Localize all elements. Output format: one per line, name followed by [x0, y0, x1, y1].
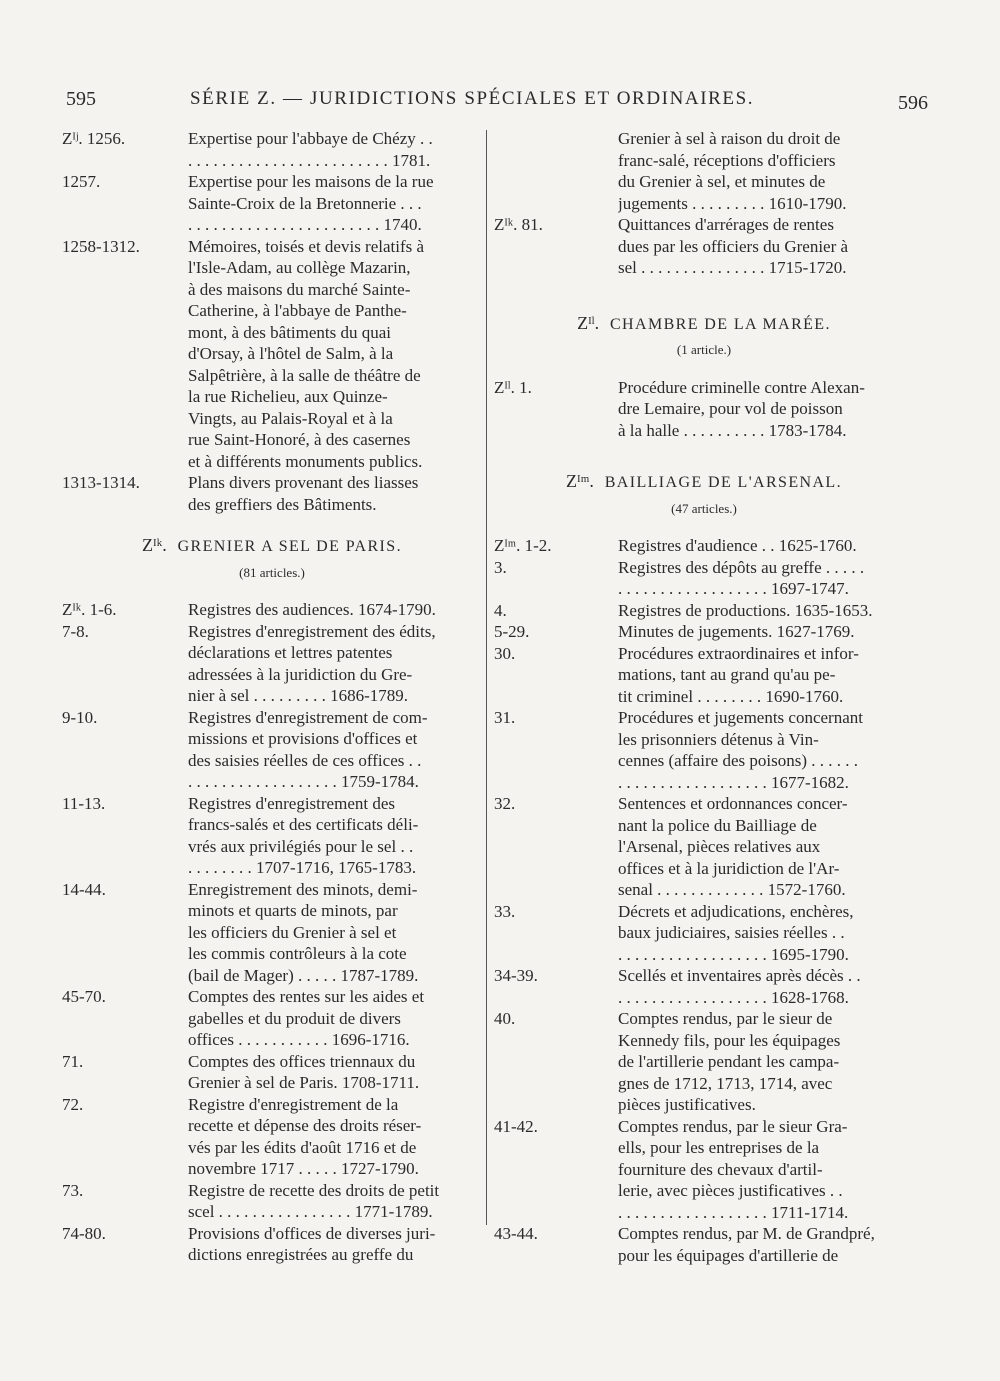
entry-line: Catherine, à l'abbaye de Panthe-: [188, 301, 407, 320]
entry-line: senal . . . . . . . . . . . . . 1572-1760.: [618, 880, 846, 899]
entry-line: . . . . . . . . . . . . . . . . . . 1711-1714.: [618, 1202, 849, 1222]
entry-line: mont, à des bâtiments du quai: [188, 322, 392, 342]
entry-line: . . . . . . . . . . . . . . . . . . 1697-1747.: [618, 579, 849, 598]
entry-line: Registres d'enregistrement de com-: [188, 707, 428, 727]
entry-number: 4.: [494, 600, 507, 620]
entry-line: Procédures extraordinaires et infor-: [618, 643, 859, 663]
section-title: GRENIER A SEL DE PARIS.: [177, 538, 402, 555]
entry-line: dictions enregistrées au greffe du: [188, 1245, 414, 1264]
archive-entry: [494, 128, 914, 214]
entry-line: Registre d'enregistrement de la: [188, 1094, 399, 1114]
archive-entry: [494, 965, 914, 1008]
entry-line: gnes de 1712, 1713, 1714, avec: [618, 1073, 833, 1093]
section-code: Zᴵᵏ.: [142, 535, 167, 555]
entry-line: vés par les édits d'août 1716 et de: [188, 1137, 417, 1157]
entry-line: la rue Richelieu, aux Quinze-: [188, 387, 388, 406]
entries-left-a: [62, 128, 482, 515]
entry-number: Zᴵᵏ. 1-6.: [62, 600, 117, 619]
entry-line: Registre de recette des droits de petit: [188, 1180, 440, 1200]
entry-line: du Grenier à sel, et minutes de: [618, 172, 826, 191]
entry-number: 3.: [494, 557, 507, 577]
entry-line: . . . . . . . . . . . . . . . . . . . . . . . . 1781.: [188, 150, 431, 170]
entry-number: 74-80.: [62, 1223, 106, 1243]
archive-entry: [62, 707, 482, 793]
archive-entry: [62, 171, 482, 236]
archive-entry: [62, 472, 482, 515]
entry-line: . . . . . . . . 1707-1716, 1765-1783.: [188, 858, 417, 877]
entry-line: Registres des audiences. 1674-1790.: [188, 600, 436, 619]
entry-line: scel . . . . . . . . . . . . . . . . 1771-1789.: [188, 1202, 433, 1221]
entry-line: Kennedy fils, pour les équipages: [618, 1030, 841, 1050]
archive-entry: [494, 707, 914, 793]
entries-right-c: [494, 535, 914, 1266]
entry-line: Procédures et jugements concernant: [618, 708, 863, 727]
entry-line: . . . . . . . . . . . . . . . . . . 1677-1682.: [618, 772, 849, 792]
entry-line: l'Arsenal, pièces relatives aux: [618, 837, 821, 856]
entry-number: 73.: [62, 1180, 84, 1200]
archive-entry: [62, 236, 482, 473]
entry-line: (bail de Mager) . . . . . 1787-1789.: [188, 965, 419, 985]
entry-line: . . . . . . . . . . . . . . . . . . . . . . . 1740.: [188, 215, 422, 234]
entry-number: 31.: [494, 708, 516, 727]
archive-entry: [494, 214, 914, 279]
archive-entry: [494, 793, 914, 901]
entry-line: ells, pour les entreprises de la: [618, 1138, 820, 1157]
archive-entry: [62, 1223, 482, 1266]
archive-entry: [494, 1223, 914, 1266]
entry-line: les officiers du Grenier à sel et: [188, 922, 397, 942]
entry-number: 30.: [494, 643, 516, 663]
page-number-right: 596: [898, 92, 928, 114]
page-header: [66, 86, 934, 116]
entry-line: Provisions d'offices de diverses juri-: [188, 1223, 436, 1243]
entry-number: 40.: [494, 1009, 516, 1028]
archive-entry: [62, 599, 482, 621]
entry-line: gabelles et du produit de divers: [188, 1008, 401, 1028]
entry-number: 72.: [62, 1094, 84, 1114]
archive-entry: [494, 621, 914, 643]
archive-entry: [62, 793, 482, 879]
entry-line: recette et dépense des droits réser-: [188, 1116, 422, 1135]
entry-line: mations, tant au grand qu'au pe-: [618, 665, 836, 684]
entry-line: pour les équipages d'artillerie de: [618, 1245, 839, 1265]
entry-line: Scellés et inventaires après décès . .: [618, 966, 861, 985]
archive-entry: [494, 901, 914, 966]
archive-entry: [494, 1116, 914, 1224]
entry-line: Grenier à sel à raison du droit de: [618, 129, 841, 148]
entry-line: novembre 1717 . . . . . 1727-1790.: [188, 1159, 419, 1178]
entry-number: Zᴵᵐ. 1-2.: [494, 536, 552, 555]
entry-line: Sainte-Croix de la Bretonnerie . . .: [188, 193, 422, 213]
entry-line: . . . . . . . . . . . . . . . . . . 1759-1784.: [188, 772, 419, 791]
entry-line: missions et provisions d'offices et: [188, 729, 418, 748]
entry-number: 7-8.: [62, 621, 89, 641]
entry-line: Expertise pour l'abbaye de Chézy . .: [188, 129, 433, 148]
entry-line: . . . . . . . . . . . . . . . . . . 1628-1768.: [618, 987, 849, 1007]
running-title: SÉRIE Z. — JURIDICTIONS SPÉCIALES ET ORDINAIRES.: [190, 88, 755, 109]
entry-line: sel . . . . . . . . . . . . . . . 1715-1720.: [618, 258, 847, 277]
column-divider: [486, 130, 487, 1225]
entry-line: Registres d'enregistrement des édits,: [188, 621, 436, 641]
entry-line: cennes (affaire des poisons) . . . . . .: [618, 751, 858, 770]
entry-line: des greffiers des Bâtiments.: [188, 494, 377, 514]
entry-line: nier à sel . . . . . . . . . 1686-1789.: [188, 686, 409, 705]
entry-line: Décrets et adjudications, enchères,: [618, 901, 854, 921]
archive-entry: [494, 600, 914, 622]
entry-line: Sentences et ordonnances concer-: [618, 794, 848, 813]
entry-number: 33.: [494, 901, 516, 921]
entry-line: minots et quarts de minots, par: [188, 901, 398, 920]
entry-number: 34-39.: [494, 966, 538, 985]
entry-line: Registres d'enregistrement des: [188, 793, 396, 813]
section-title: CHAMBRE DE LA MARÉE.: [609, 315, 831, 333]
entry-line: francs-salés et des certificats déli-: [188, 815, 419, 834]
page-number-left: 595: [66, 88, 96, 110]
entry-line: de l'artillerie pendant les campa-: [618, 1052, 840, 1071]
entry-line: Minutes de jugements. 1627-1769.: [618, 622, 855, 641]
archive-entry: [62, 128, 482, 171]
entry-line: franc-salé, réceptions d'officiers: [618, 150, 836, 170]
right-column: [494, 128, 914, 1266]
entry-line: et à différents monuments publics.: [188, 451, 423, 471]
entry-line: Comptes rendus, par le sieur de: [618, 1009, 833, 1028]
archive-entry: [494, 377, 914, 442]
entry-line: déclarations et lettres patentes: [188, 643, 393, 662]
left-column: [62, 128, 482, 1266]
entry-line: vrés aux privilégiés pour le sel . .: [188, 836, 414, 856]
archive-entry: [62, 1051, 482, 1094]
entry-line: Registres de productions. 1635-1653.: [618, 600, 873, 620]
archive-entry: [62, 879, 482, 987]
archive-entry: [62, 1094, 482, 1180]
entry-line: fourniture des chevaux d'artil-: [618, 1159, 823, 1179]
entry-line: Expertise pour les maisons de la rue: [188, 172, 434, 191]
section-heading-grenier: [62, 535, 482, 583]
entry-line: les prisonniers détenus à Vin-: [618, 729, 819, 749]
entry-line: Plans divers provenant des liasses: [188, 473, 419, 492]
entries-left-b: [62, 599, 482, 1266]
entry-number: Zᴵˡ. 1.: [494, 377, 532, 397]
entry-number: 43-44.: [494, 1224, 538, 1243]
entry-number: Zᴵʲ. 1256.: [62, 129, 126, 148]
entry-line: les commis contrôleurs à la cote: [188, 944, 407, 963]
archive-entry: [494, 535, 914, 557]
archive-entry: [494, 557, 914, 600]
entry-line: jugements . . . . . . . . . 1610-1790.: [618, 193, 847, 213]
entry-line: Comptes des rentes sur les aides et: [188, 987, 425, 1006]
entry-number: 9-10.: [62, 707, 98, 727]
entry-line: Comptes rendus, par M. de Grandpré,: [618, 1224, 875, 1243]
entry-number: 1258-1312.: [62, 236, 140, 256]
entry-line: Grenier à sel de Paris. 1708-1711.: [188, 1073, 420, 1092]
entry-line: à la halle . . . . . . . . . . 1783-1784.: [618, 420, 847, 440]
entry-line: des saisies réelles de ces offices . .: [188, 750, 422, 770]
entry-number: Zᴵᵏ. 81.: [494, 215, 543, 234]
archive-entry: [62, 1180, 482, 1223]
entry-line: pièces justificatives.: [618, 1095, 756, 1114]
entry-number: 41-42.: [494, 1116, 538, 1136]
entry-line: Registres d'audience . . 1625-1760.: [618, 536, 857, 555]
section-title: BAILLIAGE DE L'ARSENAL.: [604, 474, 842, 491]
entry-line: d'Orsay, à l'hôtel de Salm, à la: [188, 344, 394, 363]
entry-line: Enregistrement des minots, demi-: [188, 879, 418, 899]
entries-right-a: [494, 128, 914, 279]
section-count: (47 articles.): [671, 500, 737, 516]
entry-line: baux judiciaires, saisies réelles . .: [618, 923, 845, 942]
section-count: (81 articles.): [239, 564, 305, 580]
entry-line: tit criminel . . . . . . . . 1690-1760.: [618, 686, 844, 706]
entry-line: dre Lemaire, pour vol de poisson: [618, 399, 843, 418]
archive-entry: [494, 643, 914, 708]
entry-line: dues par les officiers du Grenier à: [618, 236, 849, 256]
entry-line: nant la police du Bailliage de: [618, 815, 817, 835]
section-count: (1 article.): [676, 342, 732, 357]
entry-number: 14-44.: [62, 879, 106, 899]
section-code: Zᴵˡ.: [577, 312, 600, 333]
entries-right-b: [494, 377, 914, 442]
entry-line: rue Saint-Honoré, à des casernes: [188, 430, 411, 449]
archive-entry: [62, 621, 482, 707]
entry-line: lerie, avec pièces justificatives . .: [618, 1181, 843, 1200]
entry-line: adressées à la juridiction du Gre-: [188, 664, 413, 684]
entry-line: Quittances d'arrérages de rentes: [618, 215, 834, 234]
archive-entry: [494, 1008, 914, 1116]
entry-number: 32.: [494, 794, 516, 813]
archive-entry: [62, 986, 482, 1051]
entry-line: l'Isle-Adam, au collège Mazarin,: [188, 258, 411, 277]
section-heading-arsenal: [494, 471, 914, 519]
entry-number: 1313-1314.: [62, 473, 140, 492]
entry-line: à des maisons du marché Sainte-: [188, 279, 411, 299]
entry-line: Comptes rendus, par le sieur Gra-: [618, 1116, 848, 1136]
entry-number: 71.: [62, 1051, 84, 1071]
entry-line: Registres des dépôts au greffe . . . . .: [618, 557, 865, 577]
entry-number: 1257.: [62, 172, 101, 191]
entry-line: . . . . . . . . . . . . . . . . . . 1695-1790.: [618, 944, 849, 964]
entry-line: Vingts, au Palais-Royal et à la: [188, 408, 393, 428]
entry-line: Mémoires, toisés et devis relatifs à: [188, 236, 425, 256]
section-heading-maree: [494, 313, 914, 361]
section-code: Zᴵᵐ.: [566, 471, 594, 491]
entry-line: Salpêtrière, à la salle de théâtre de: [188, 365, 421, 385]
entry-line: Procédure criminelle contre Alexan-: [618, 377, 865, 397]
entry-number: 11-13.: [62, 793, 106, 813]
entry-number: 5-29.: [494, 622, 530, 641]
entry-line: offices et à la juridiction de l'Ar-: [618, 858, 840, 878]
entry-line: offices . . . . . . . . . . . 1696-1716.: [188, 1030, 410, 1049]
entry-number: 45-70.: [62, 987, 106, 1006]
entry-line: Comptes des offices triennaux du: [188, 1051, 416, 1071]
